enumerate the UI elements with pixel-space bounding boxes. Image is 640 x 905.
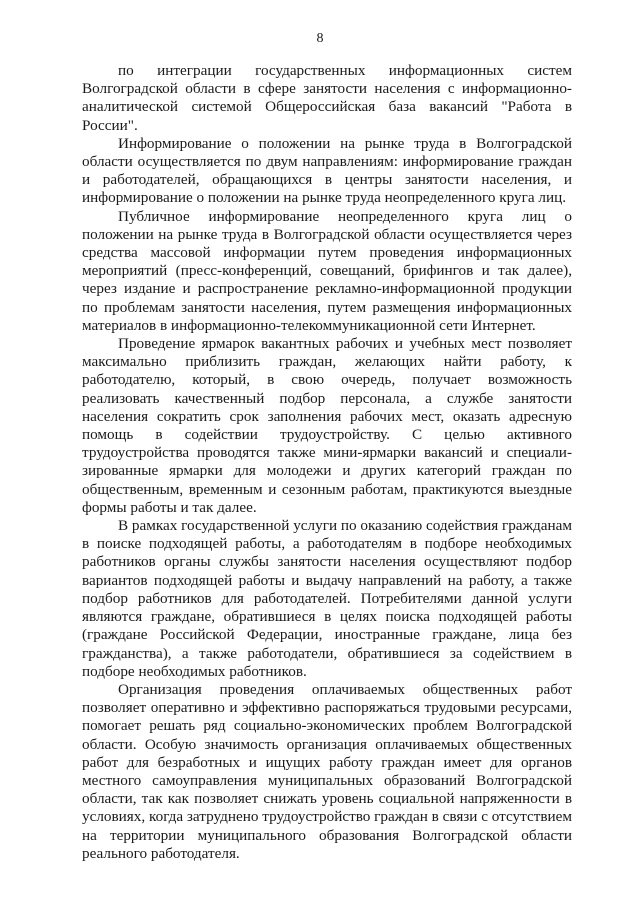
paragraph-information-systems: по интеграции государственных информационных систем Волгоградской области в сфере занятости населения с информационно-аналитической системой Общероссийская база вакансий "Работа в России". bbox=[82, 62, 572, 134]
page-number: 8 bbox=[316, 31, 324, 46]
paragraph-job-search-service: В рамках государственной услуги по оказанию содействия гражданам в поиске подходящей работы, а работодателям в подборе необходимых работников органы службы занятости населения осуществляют подбор вариантов подходящей работы и выдачу направлений на работу, а также подбор работников для работодателей. Потребителями данной услуги являются граждане, обратившиеся в целях поиска подходящей работы (граждане Российской Федерации, иностранные граждане, лица без гражданства), а также работодатели, обратившиеся за содействием в подборе необходимых работников. bbox=[82, 517, 572, 680]
paragraph-public-works: Организация проведения оплачиваемых общественных работ позволяет оперативно и эффективно распоряжаться трудовыми ресурсами, помогает решать ряд социально-экономических проблем Волгоградской области. Особую значимость организация оплачиваемых общественных работ для безработных и ищущих работу граждан имеет для органов местного самоуправления муниципальных образований Волгоградской области, так как позволяет снижать уровень социальной напряженности в условиях, когда затруднено трудоустройство граждан в связи с отсутствием на территории муниципального образования Волгоградской области реального работодателя. bbox=[82, 680, 572, 862]
document-body bbox=[82, 62, 572, 863]
paragraph-labor-market-informing: Информирование о положении на рынке труда в Волгоградской области осуществляется по двум направлениям: информирование граждан и работодателей, обращающихся в центры занятости населения, и информирование о положении на рынке труда неопределенного круга лиц. bbox=[82, 134, 572, 207]
paragraph-job-fairs: Проведение ярмарок вакантных рабочих и учебных мест позволяет максимально приблизить граждан, желающих найти работу, к работодателю, который, в свою очередь, получает возможность реализовать качественный подбор персонала, а службе занятости населения сократить срок заполнения рабочих мест, оказать адресную помощь в содействии трудоустройству. С целью активного трудоустройства проводятся также мини-ярмарки вакансий и специализированные ярмарки для молодежи и других категорий граждан по общественным, временным и сезонным работам, практикуются выездные формы работы и так далее. bbox=[82, 335, 572, 516]
paragraph-public-informing: Публичное информирование неопределенного круга лиц о положении на рынке труда в Волгоградской области осуществляется через средства массовой информации путем проведения информационных мероприятий (пресс-конференций, совещаний, брифингов и так далее), через издание и распространение рекламно-информационной продукции по проблемам занятости населения, путем размещения информационных материалов в информационно-телекоммуникационной сети Интернет. bbox=[82, 207, 572, 334]
